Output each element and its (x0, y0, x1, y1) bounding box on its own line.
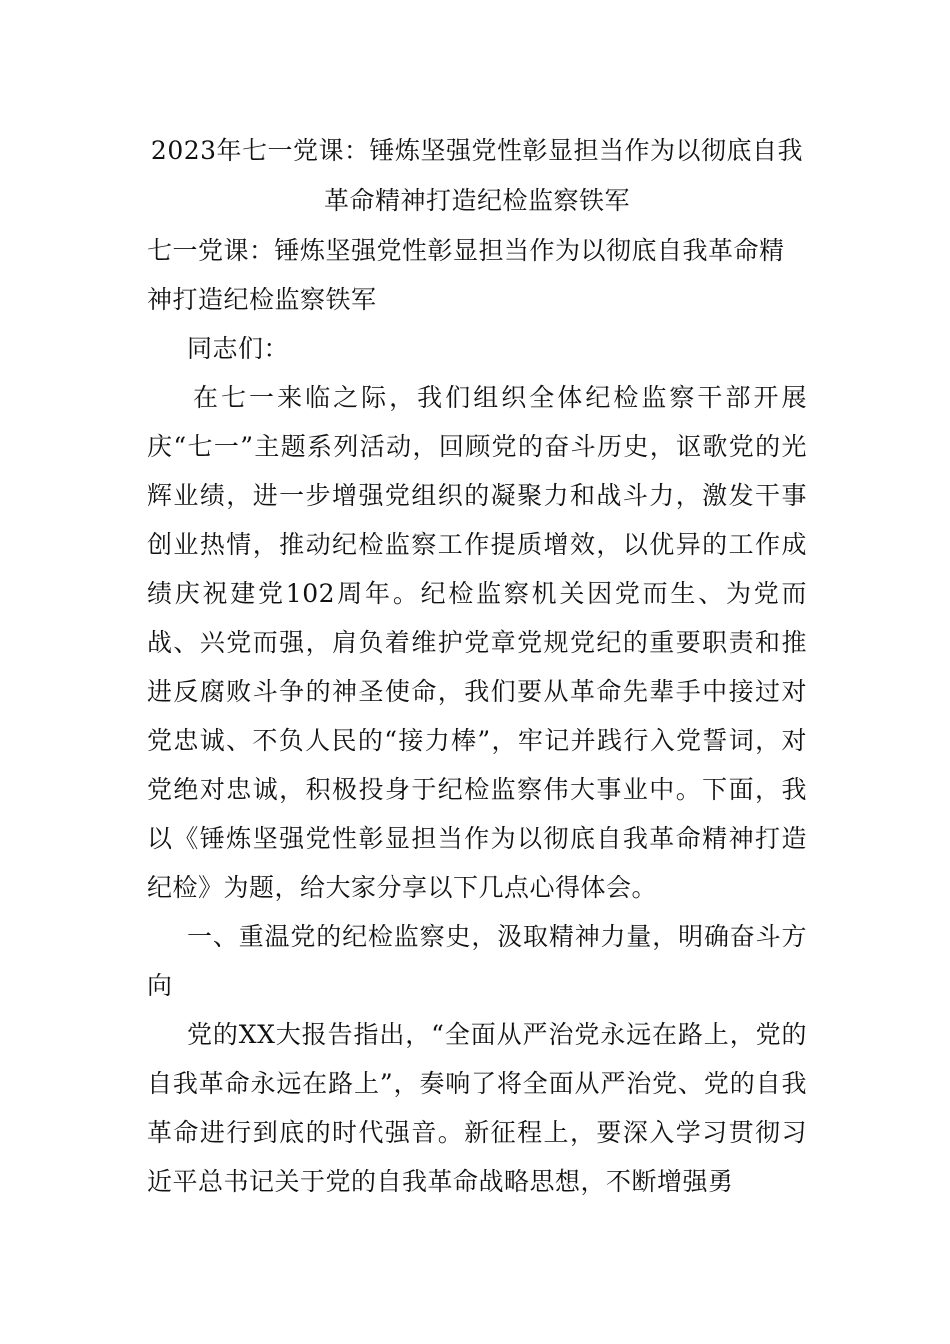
document-body (147, 126, 807, 1206)
section-heading-1: 一、重温党的纪检监察史，汲取精神力量，明确奋斗方向 (147, 922, 807, 1000)
salutation: 同志们： (187, 334, 290, 363)
document-title (147, 126, 807, 226)
paragraph-intro: 在七一来临之际，我们组织全体纪检监察干部开展庆“七一”主题系列活动，回顾党的奋斗历史，讴歌党的光辉业绩，进一步增强党组织的凝聚力和战斗力，激发干事创业热情，推动纪检监察工作提质增效，以优异的工作成绩庆祝建党102周年。纪检监察机关因党而生、为党而战、兴党而强，肩负着维护党章党规党纪的重要职责和推进反腐败斗争的神圣使命，我们要从革命先辈手中接过对党忠诚、不负人民的“接力棒”，牢记并践行入党誓词，对党绝对忠诚，积极投身于纪检监察伟大事业中。下面，我以《锤炼坚强党性彰显担当作为以彻底自我革命精神打造纪检》为题，给大家分享以下几点心得体会。 (147, 383, 807, 902)
paragraph-section-1: 党的XX大报告指出，“全面从严治党永远在路上，党的自我革命永远在路上”，奏响了将全面从严治党、党的自我革命进行到底的时代强音。新征程上，要深入学习贯彻习近平总书记关于党的自我革命战略思想，不断增强勇 (147, 1020, 807, 1196)
title-line-1: 2023年七一党课：锤炼坚强党性彰显担当作为以彻底自我 (150, 136, 804, 165)
title-line-2: 革命精神打造纪检监察铁军 (323, 186, 630, 215)
document-subtitle: 七一党课：锤炼坚强党性彰显担当作为以彻底自我革命精神打造纪检监察铁军 (147, 236, 785, 314)
